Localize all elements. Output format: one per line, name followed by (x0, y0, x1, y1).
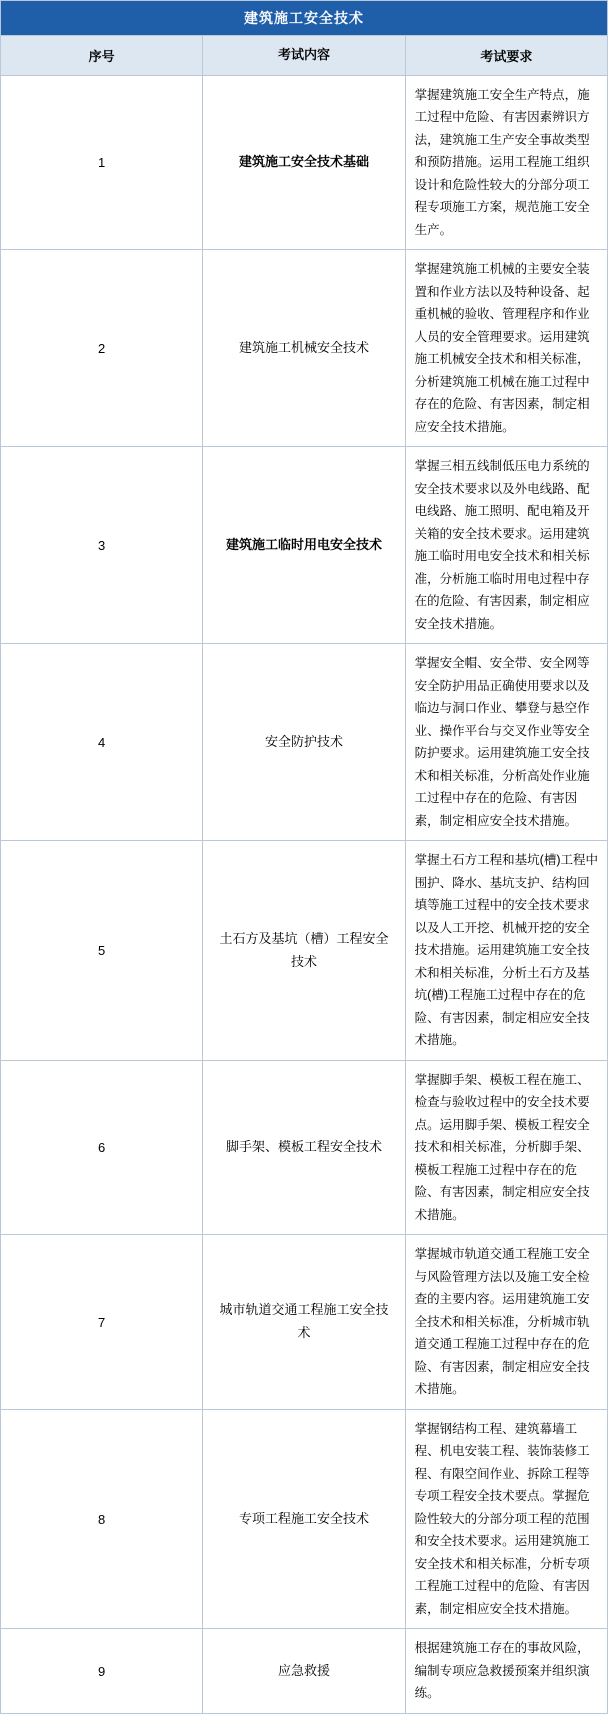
page-title: 建筑施工安全技术 (1, 1, 608, 36)
row-content: 城市轨道交通工程施工安全技术 (203, 1235, 405, 1410)
row-requirement: 掌握钢结构工程、建筑幕墙工程、机电安装工程、装饰装修工程、有限空间作业、拆除工程等专项工程安全技术要点。掌握危险性较大的分部分项工程的范围和安全技术要求。运用建筑施工安全技术和相关标准，分析专项工程施工过程中的危险、有害因素，制定相应安全技术措施。 (405, 1409, 607, 1629)
row-requirement: 根据建筑施工存在的事故风险，编制专项应急救援预案并组织演练。 (405, 1629, 607, 1714)
table-row (1, 1409, 608, 1629)
row-number: 3 (1, 447, 203, 644)
column-header-requirement: 考试要求 (405, 36, 607, 76)
table-row (1, 1629, 608, 1714)
table-row (1, 841, 608, 1061)
row-content: 脚手架、模板工程安全技术 (203, 1060, 405, 1235)
row-content: 专项工程施工安全技术 (203, 1409, 405, 1629)
table-row (1, 75, 608, 250)
table-body (1, 1, 608, 1714)
row-number: 8 (1, 1409, 203, 1629)
column-header-content: 考试内容 (203, 36, 405, 76)
table-row (1, 1060, 608, 1235)
row-content: 建筑施工临时用电安全技术 (203, 447, 405, 644)
table-row (1, 250, 608, 447)
row-requirement: 掌握建筑施工安全生产特点，施工过程中危险、有害因素辨识方法，建筑施工生产安全事故类型和预防措施。运用工程施工组织设计和危险性较大的分部分项工程专项施工方案，规范施工安全生产。 (405, 75, 607, 250)
row-requirement: 掌握城市轨道交通工程施工安全与风险管理方法以及施工安全检查的主要内容。运用建筑施工安全技术和相关标准，分析城市轨道交通工程施工过程中存在的危险、有害因素，制定相应安全技术措施。 (405, 1235, 607, 1410)
row-content: 土石方及基坑（槽）工程安全技术 (203, 841, 405, 1061)
row-content: 应急救援 (203, 1629, 405, 1714)
table-row (1, 447, 608, 644)
column-header-no: 序号 (1, 36, 203, 76)
row-requirement: 掌握建筑施工机械的主要安全装置和作业方法以及特种设备、起重机械的验收、管理程序和作业人员的安全管理要求。运用建筑施工机械安全技术和相关标准，分析建筑施工机械在施工过程中存在的危险、有害因素，制定相应安全技术措施。 (405, 250, 607, 447)
row-content: 建筑施工机械安全技术 (203, 250, 405, 447)
row-requirement: 掌握三相五线制低压电力系统的安全技术要求以及外电线路、配电线路、施工照明、配电箱及开关箱的安全技术要求。运用建筑施工临时用电安全技术和相关标准，分析施工临时用电过程中存在的危险、有害因素，制定相应安全技术措施。 (405, 447, 607, 644)
row-number: 4 (1, 644, 203, 841)
row-number: 1 (1, 75, 203, 250)
row-number: 9 (1, 1629, 203, 1714)
row-number: 2 (1, 250, 203, 447)
table-row (1, 644, 608, 841)
row-number: 6 (1, 1060, 203, 1235)
table-row (1, 1235, 608, 1410)
row-requirement: 掌握脚手架、模板工程在施工、检查与验收过程中的安全技术要点。运用脚手架、模板工程安全技术和相关标准，分析脚手架、模板工程施工过程中存在的危险、有害因素，制定相应安全技术措施。 (405, 1060, 607, 1235)
table-title-row (1, 1, 608, 36)
row-requirement: 掌握安全帽、安全带、安全网等安全防护用品正确使用要求以及临边与洞口作业、攀登与悬空作业、操作平台与交叉作业等安全防护要求。运用建筑施工安全技术和相关标准，分析高处作业施工过程中存在的危险、有害因素，制定相应安全技术措施。 (405, 644, 607, 841)
table-header-row (1, 36, 608, 76)
row-content: 安全防护技术 (203, 644, 405, 841)
row-content: 建筑施工安全技术基础 (203, 75, 405, 250)
row-number: 7 (1, 1235, 203, 1410)
row-requirement: 掌握土石方工程和基坑(槽)工程中围护、降水、基坑支护、结构回填等施工过程中的安全技术要求以及人工开挖、机械开挖的安全技术措施。运用建筑施工安全技术和相关标准，分析土石方及基坑(槽)工程施工过程中存在的危险、有害因素，制定相应安全技术措施。 (405, 841, 607, 1061)
row-number: 5 (1, 841, 203, 1061)
